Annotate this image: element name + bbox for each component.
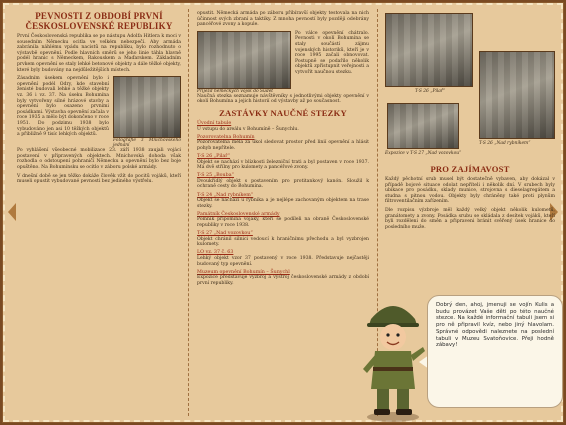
interesting-title: PRO ZAJÍMAVOST xyxy=(430,164,510,174)
trail-stop: T-S 24 „Nad rybníkem“ Objekt se nachází u rybníka a je nejlépe zachovaným objektem na trase stezky. xyxy=(197,192,369,209)
history-paragraph-4: V dnešní době se jen těžko dokáže člověk vžít do pocitů vojáků, kteří museli opustit vybudované pevnosti bez jediného výstřelu. xyxy=(17,173,181,185)
column-interesting xyxy=(385,11,555,233)
rybnik-photo-caption: T-S 26 „Nad rybníkem“ xyxy=(479,141,531,146)
history-paragraph-3: Po vyhlášení všeobecné mobilizace 23. září 1938 zaujali vojáci postavení v připravených objektech. Mnichovská dohoda však rozhodla o odstoupení pohraničí Německu a opevnění bylo bez boje opuštěno. Na Bohumínsku se ocitlo v záboru polské armády. xyxy=(17,148,181,170)
exhibition-photo xyxy=(387,103,459,149)
history-title: PEVNOSTI Z OBDOBÍ PRVNÍ ČESKOSLOVENSKÉ REPUBLIKY xyxy=(25,11,173,31)
trail-stops-list xyxy=(197,121,369,286)
pilar-photo-caption: T-S 26 „Pilař“ xyxy=(415,89,446,94)
trail-stop: T-S 27 „Nad vozovkou“ Objekt chránil silnici vedoucí k hraničnímu přechodu a byl vyzbrojen kulomety. xyxy=(197,231,369,248)
bunker-rybnik-photo xyxy=(479,51,555,139)
exhibition-photo-caption: Expozice v T-S 27 „Nad vozovkou“ xyxy=(385,151,462,156)
bunker-pilar-photo xyxy=(385,13,473,87)
column-history xyxy=(17,11,181,188)
trail-paragraph-3: Naučná stezka seznamuje návštěvníky s jednotlivými objekty opevnění v okolí Bohumína a jejich historií od výstavby až po současnost. xyxy=(197,93,369,105)
trail-paragraph-1: opustit. Německá armáda po záboru přibíravší objekty testovala na nich účinnost svých zbraní a taktiky. Z mnoha pevností byly později odebrány pancéřové zvony a kopule. xyxy=(197,11,369,28)
history-paragraph-1: První Československá republika se po nástupu Adolfa Hitlera k moci v sousedním Německu ocitla ve velkém nebezpečí. Aby armáda zabránila náhlému vpádu nacistů na republiku, bylo rozhodnuto o výstavbě opevnění. Podle hlavních směrů se jeho linie táhla hlavně podél hranic s Německem, Rakouskem a Maďarskem. Základním prvkem opevnění se staly lehké betonové objekty a dále těžké objekty, které byly budovány na nejdůležitějších místech. xyxy=(17,34,181,73)
interesting-paragraph-1: Každý pěchotní srub musel být dostatečně vybaven, aby dokázal v případě bojové situace odolat nepříteli i několik dní. V srubech byly ubikace pro posádku, sklady munice, strojovna s dieselagregátem a studna s pitnou vodou. Objekty byly chráněny také proti plynům filtroventilačním zařízením. xyxy=(385,177,555,205)
trail-paragraph-2: Po válce opevnění chátralo. Pevnosti v okolí Bohumína se staly součástí zájmu vojenských historiků, kteří je v roce 1995 začali obnovovat. Postupně se podařilo několik objektů zpřístupnit veřejnosti a vytvořit naučnou stezku. xyxy=(295,30,369,75)
soldier-mascot-icon xyxy=(357,289,427,423)
speech-bubble: Dobrý den, ahoj, jmenuji se vojín Kulis a budu provázet Vaše děti po této naučné stezce. Na každé informační tabuli jsem si pro ně připravil kvíz, nebo jiný hlavolam. Správné odpovědi naleznete na poslední tabuli v Muzeu Svatoňovice. Přeji hodně zábavy! xyxy=(427,295,563,408)
german-troops-photo xyxy=(197,31,291,89)
interesting-paragraph-2: Dle rozpisu výzbroje měl každý velký objekt několik kulometů, granátomety a zvony. Posádka srubu se skládala z desítek vojáků, kteří byli rozděleni do směn a připraveni bránit svěřený úsek hranice do posledního muže. xyxy=(385,207,555,230)
trail-stop: LO vz. 37 č. 63 Lehký objekt vzor 37 postavený v roce 1938. Představuje nejčastěji budovaný typ opevnění. xyxy=(197,250,369,267)
trail-stop: T-S 26 „Pilař“ Objekt se nachází v blízkosti železniční trati a byl postaven v roce 1937. Má dvě střílny pro kulomety a pancéřové zvony. xyxy=(197,153,369,171)
column-trail xyxy=(197,11,369,289)
munich-meeting-photo xyxy=(113,76,181,138)
previous-page-arrow-icon[interactable] xyxy=(8,203,16,221)
troops-photo-caption: Příjezd německých vojsk do Sudet xyxy=(197,88,274,94)
trail-stop: Památník Československé armády Pomník připomíná vojáky, kteří se podíleli na obraně Československé republiky v roce 1938. xyxy=(197,211,369,228)
trail-stop: Pozorovatelna Bohumín Pozorovatelna měla za úkol sledovat prostor před linií opevnění a hlásit pohyb nepřítele. xyxy=(197,134,369,151)
trail-stop: Úvodní tabule U vstupu do areálu v Bohumíně – Šunychlu. xyxy=(197,120,299,132)
trail-stop: Muzeum opevnění Bohumín – Šunychl Expozice představuje výzbroj a výstroj československé armády z období první republiky. xyxy=(197,269,369,286)
brochure-sheet xyxy=(3,3,563,422)
trail-stop: T-S 25 „Bouba“ Dvoukřídlý objekt s postavením pro protitankový kanón. Sloužil k ochraně cesty do Bohumína. xyxy=(197,173,369,190)
history-paragraph-2: Zásadním úsekem opevnění bylo i opevnění podél Odry, kde stavební ženisté budovali lehké a těžké objekty vz. 36 i vz. 37. Na úseku Bohumína byly vytvořeny silné hrázové stavby a opevnění bylo osazeno prvními posádkami. Výstavba opevnění začala v roce 1935 a mělo být dokončeno v roce 1951. Do podzimu 1938 bylo vybudováno jen asi 10 těžkých objektů a přibližně 9 tisíc lehkých objektů. xyxy=(17,76,109,138)
fold-line xyxy=(188,9,189,416)
trail-stops-title: ZASTÁVKY NAUČNÉ STEZKY xyxy=(219,107,347,118)
munich-photo-caption: Fotografie z Mnichovského jednání xyxy=(113,138,181,149)
